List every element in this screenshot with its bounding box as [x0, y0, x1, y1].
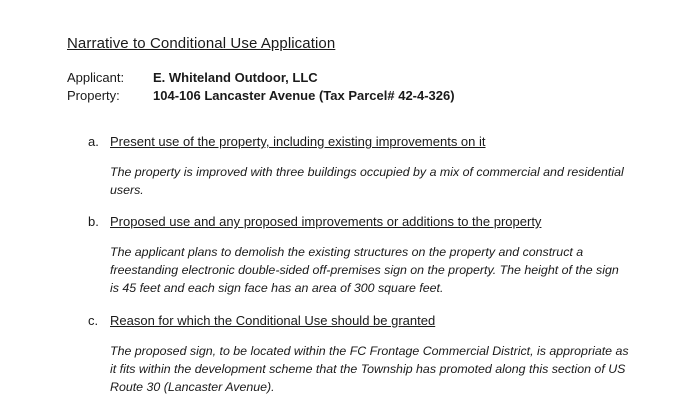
item-b-heading-row — [88, 214, 541, 229]
applicant-label: Applicant: — [67, 70, 125, 85]
item-heading: Present use of the property, including existing improvements on it — [110, 134, 486, 149]
item-c-heading-row — [88, 313, 435, 328]
applicant-value: E. Whiteland Outdoor, LLC — [153, 70, 318, 85]
item-a-text: The property is improved with three buildings occupied by a mix of commercial and residential users. — [110, 165, 624, 197]
property-label: Property: — [67, 88, 120, 103]
item-c-text: The proposed sign, to be located within the FC Frontage Commercial District, is appropriate as it fits within the development scheme that the Township has promoted along this section of US Route 30 (Lancaster Avenue). — [110, 344, 629, 394]
property-value: 104-106 Lancaster Avenue (Tax Parcel# 42-4-326) — [153, 88, 455, 103]
item-letter: a. — [88, 134, 99, 149]
item-heading: Proposed use and any proposed improvements or additions to the property — [110, 214, 542, 229]
applicant-row — [67, 70, 318, 85]
item-heading: Reason for which the Conditional Use should be granted — [110, 313, 436, 328]
item-b-text: The applicant plans to demolish the existing structures on the property and construct a freestanding electronic double-sided off-premises sign on the property. The height of the sign is 45 feet and each sign face has an area of 300 square feet. — [110, 245, 619, 295]
item-a-heading-row — [88, 134, 486, 149]
document-title: Narrative to Conditional Use Application — [67, 35, 336, 52]
item-letter: c. — [88, 313, 99, 328]
item-letter: b. — [88, 214, 99, 229]
property-row — [67, 88, 455, 103]
